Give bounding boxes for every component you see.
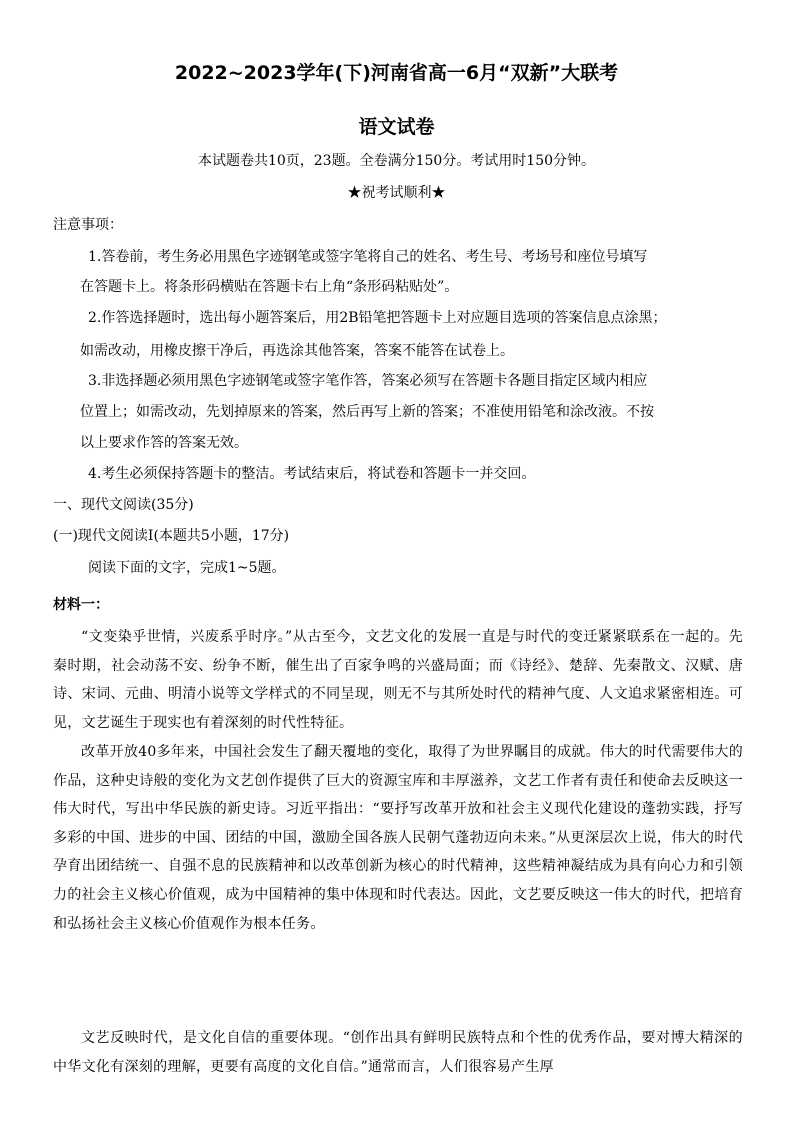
exam-info: 本试题卷共10页，23题。全卷满分150分。考试用时150分钟。 <box>197 153 596 169</box>
material-paragraph-1: “文变染乎世情，兴废系乎时序。”从古至今，文艺文化的发展一直是与时代的变迁紧紧联系在一起的。先秦时期，社会动荡不安、纷争不断，催生出了百家争鸣的兴盛局面；而《诗经》、楚辞、先秦散文、汉赋、唐诗、宋词、元曲、明清小说等文学样式的不同呈现，则无不与其所处时代的精神气度、人文追求紧密相连。可见，文艺诞生于现实也有着深刻的时代性特征。 <box>53 629 743 731</box>
note-line-1: 1.答卷前，考生务必用黑色字迹钢笔或签字笔将自己的姓名、考生号、考场号和座位号填写 <box>88 249 648 265</box>
reading-instruction: 阅读下面的文字，完成1~5题。 <box>88 560 286 576</box>
note-line-7: 以上要求作答的答案无效。 <box>80 435 248 451</box>
subject-title: 语文试卷 <box>358 116 435 138</box>
notes-heading: 注意事项： <box>53 217 123 233</box>
note-line-2: 在答题卡上。将条形码横贴在答题卡右上角“条形码粘贴处”。 <box>80 279 459 295</box>
section-subheading: (一)现代文阅读Ⅰ(本题共5小题，17分) <box>53 528 290 544</box>
exam-title: 2022~2023学年(下)河南省高一6月“双新”大联考 <box>174 62 619 84</box>
material-label: 材料一： <box>53 597 109 613</box>
note-line-5: 3.非选择题必须用黑色字迹钢笔或签字笔作答，答案必须写在答题卡各题目指定区域内相应 <box>88 373 648 389</box>
blessing-line: ★祝考试顺利★ <box>347 185 446 201</box>
material-paragraph-2: 改革开放40多年来，中国社会发生了翻天覆地的变化，取得了为世界瞩目的成就。伟大的时代需要伟大的作品，这种史诗般的变化为文艺创作提供了巨大的资源宝库和丰厚滋养，文艺工作者有责任和使命去反映这一伟大时代，写出中华民族的新史诗。习近平指出：“要抒写改革开放和社会主义现代化建设的蓬勃实践，抒写多彩的中国、进步的中国、团结的中国，激励全国各族人民朝气蓬勃迈向未来。”从更深层次上说，伟大的时代孕育出团结统一、自强不息的民族精神和以改革创新为核心的时代精神，这些精神凝结成为具有向心力和引领力的社会主义核心价值观，成为中国精神的集中体现和时代表达。因此，文艺要反映这一伟大的时代，把培育和弘扬社会主义核心价值观作为根本任务。 <box>53 744 743 932</box>
material-paragraph-3: 文艺反映时代，是文化自信的重要体现。“创作出具有鲜明民族特点和个性的优秀作品，要对博大精深的中华文化有深刻的理解，更要有高度的文化自信。”通常而言，人们很容易产生厚 <box>53 1030 743 1075</box>
note-line-8: 4.考生必须保持答题卡的整洁。考试结束后，将试卷和答题卡一并交回。 <box>88 466 536 482</box>
note-line-6: 位置上；如需改动，先划掉原来的答案，然后再写上新的答案；不准使用铅笔和涂改液。不按 <box>80 404 654 420</box>
section-heading: 一、现代文阅读(35分) <box>53 497 194 513</box>
note-line-4: 如需改动，用橡皮擦干净后，再选涂其他答案，答案不能答在试卷上。 <box>80 343 514 359</box>
note-line-3: 2.作答选择题时，选出每小题答案后，用2B铅笔把答题卡上对应题目选项的答案信息点涂黑； <box>88 310 667 326</box>
